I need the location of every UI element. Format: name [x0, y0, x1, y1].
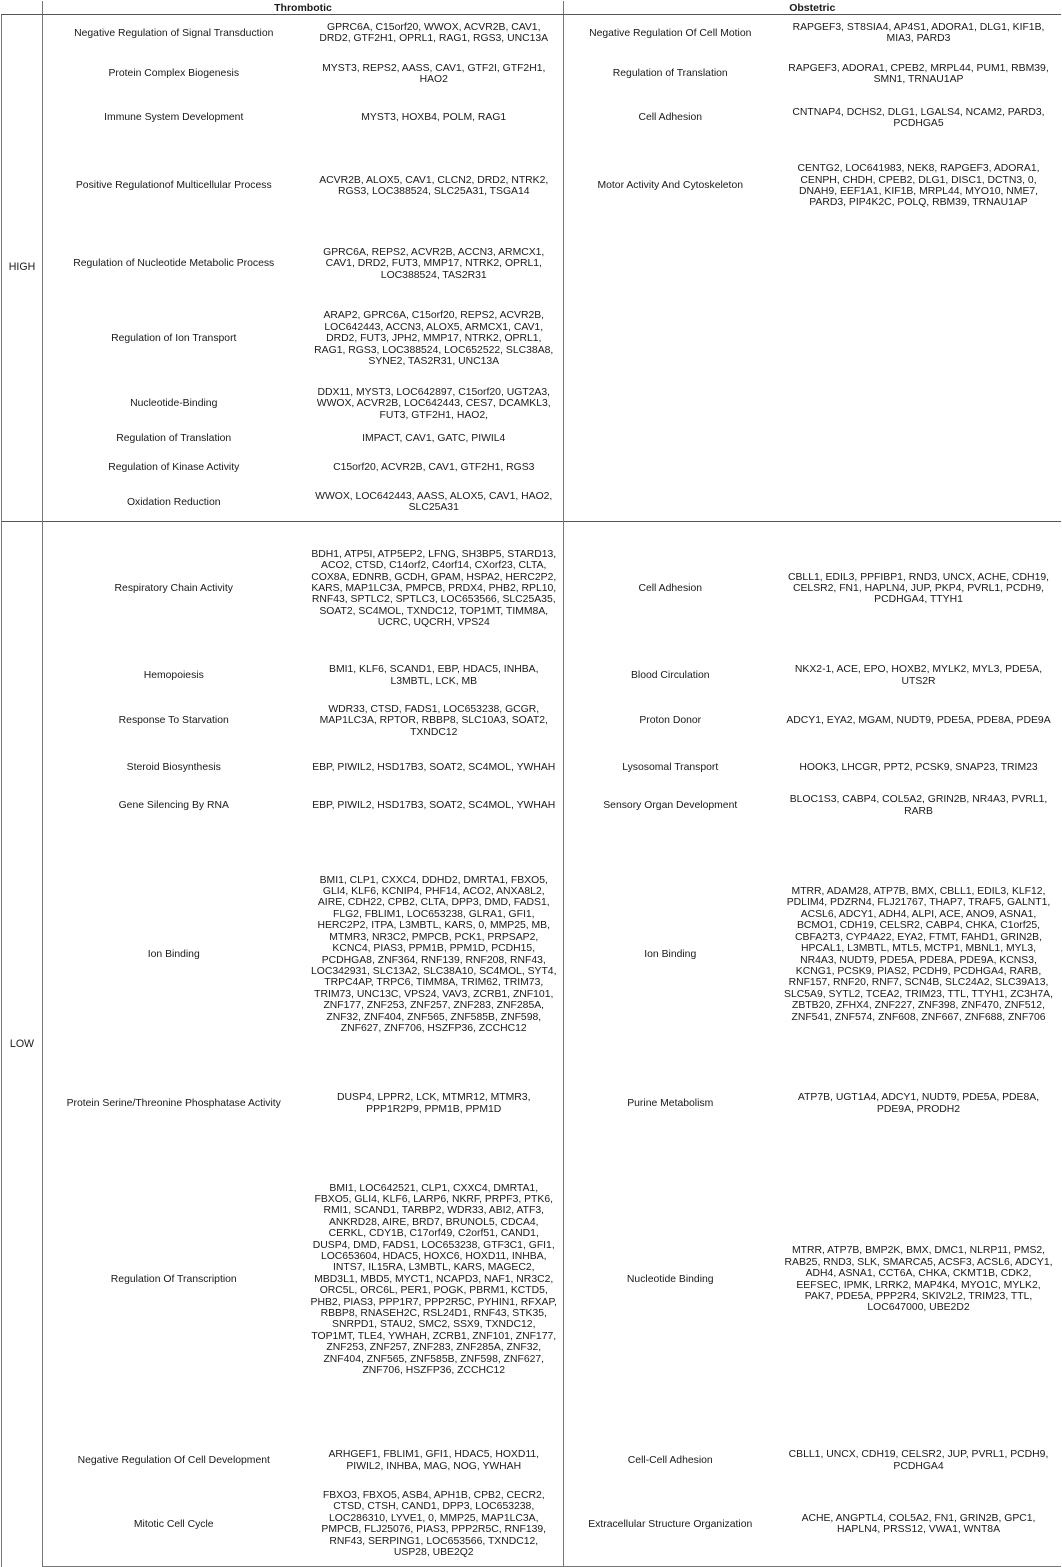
obstetric-genes — [777, 233, 1061, 296]
table-row — [2, 140, 1061, 233]
thrombotic-term: Protein Complex Biogenesis — [43, 52, 305, 97]
thrombotic-term: Gene Silencing By RNA — [43, 789, 305, 823]
obstetric-term: Cell Adhesion — [564, 522, 777, 656]
table-body — [2, 15, 1061, 1567]
thrombotic-genes: EBP, PIWIL2, HSD17B3, SOAT2, SC4MOL, YWHAH — [312, 761, 556, 773]
table-row — [2, 296, 1061, 383]
obstetric-genes: RAPGEF3, ST8SIA4, AP4S1, ADORA1, DLG1, KIF1B, MIA3, PARD3 — [792, 21, 1045, 45]
obstetric-genes: CBLL1, UNCX, CDH19, CELSR2, JUP, PVRL1, PCDH9, PCDHGA4 — [788, 1449, 1049, 1472]
obstetric-term — [564, 383, 777, 426]
thrombotic-genes: DDX11, MYST3, LOC642897, C15orf20, UGT2A3, WWOX, ACVR2B, LOC642443, CES7, DCAMKL3, FUT3, GTF2H1, HAO2, — [316, 386, 551, 421]
obstetric-genes: BLOC1S3, CABP4, COL5A2, GRIN2B, NR4A3, PVRL1, RARB — [789, 794, 1048, 817]
obstetric-genes: RAPGEF3, ADORA1, CPEB2, MRPL44, PUM1, RBM39, SMN1, TRNAU1AP — [788, 62, 1049, 85]
thrombotic-genes: EBP, PIWIL2, HSD17B3, SOAT2, SC4MOL, YWHAH — [312, 799, 556, 811]
table-row — [2, 656, 1061, 696]
obstetric-term: Ion Binding — [564, 823, 777, 1087]
thrombotic-genes: FBXO3, FBXO5, ASB4, APH1B, CPB2, CECR2, CTSD, CTSH, CAND1, DPP3, LOC653238, LOC286310, LYVE1, 0, MMP25, MAP1LC3A, PMPCB, FLJ25076, PIAS3, PPP2R5C, RNF139, RNF43, SERPING1, LOC653566, TXNDC12, USP28, UBE2Q2 — [305, 1483, 564, 1567]
table-row — [2, 789, 1061, 823]
thrombotic-genes: C15orf20, ACVR2B, CAV1, GTF2H1, RGS3 — [333, 462, 535, 474]
thrombotic-term: Nucleotide-Binding — [43, 383, 305, 426]
obstetric-term: Cell Adhesion — [564, 97, 777, 140]
thrombotic-genes: BMI1, KLF6, SCAND1, EBP, HDAC5, INHBA, L3MBTL, LCK, MB — [329, 664, 539, 687]
obstetric-term: Cell-Cell Adhesion — [564, 1439, 777, 1483]
obstetric-genes — [777, 296, 1061, 383]
thrombotic-term: Steroid Biosynthesis — [43, 747, 305, 789]
obstetric-genes: ADCY1, EYA2, MGAM, NUDT9, PDE5A, PDE8A, PDE9A — [786, 715, 1051, 727]
thrombotic-term: Negative Regulation of Signal Transduction — [43, 15, 305, 52]
table-row — [2, 747, 1061, 789]
thrombotic-term: Response To Starvation — [43, 696, 305, 747]
table-row — [2, 453, 1061, 484]
header-thrombotic: Thrombotic — [43, 1, 564, 15]
thrombotic-genes: DUSP4, LPPR2, LCK, MTMR12, MTMR3, PPP1R2P9, PPM1B, PPM1D — [337, 1092, 531, 1115]
obstetric-term — [564, 426, 777, 453]
obstetric-term — [564, 296, 777, 383]
obstetric-term — [564, 453, 777, 484]
obstetric-term: Nucleotide Binding — [564, 1121, 777, 1439]
thrombotic-genes: ARAP2, GPRC6A, C15orf20, REPS2, ACVR2B, LOC642443, ACCN3, ALOX5, ARMCX1, CAV1, DRD2, FUT3, JPH2, MMP17, NTRK2, OPRL1, RAG1, RGS3, LOC388524, LOC652522, SLC38A8, SYNE2, TAS2R31, UNC13A — [314, 310, 554, 368]
table-row — [2, 233, 1061, 296]
thrombotic-term: Mitotic Cell Cycle — [43, 1483, 305, 1567]
thrombotic-term: Ion Binding — [43, 823, 305, 1087]
table-row — [2, 383, 1061, 426]
thrombotic-term: Positive Regulationof Multicellular Process — [43, 140, 305, 233]
thrombotic-genes: MYST3, REPS2, AASS, CAV1, GTF2I, GTF2H1, HAO2 — [322, 62, 546, 85]
table-row — [2, 522, 1061, 656]
table-row — [2, 1483, 1061, 1567]
table-row — [2, 696, 1061, 747]
obstetric-term: Blood Circulation — [564, 656, 777, 696]
thrombotic-term: Immune System Development — [43, 97, 305, 140]
obstetric-genes: NKX2-1, ACE, EPO, HOXB2, MYLK2, MYL3, PDE5A, UTS2R — [794, 664, 1043, 687]
table-row — [2, 484, 1061, 522]
table-row — [2, 426, 1061, 453]
obstetric-genes: MTRR, ATP7B, BMP2K, BMX, DMC1, NLRP11, PMS2, RAB25, RND3, SLK, SMARCA5, ACSF3, ACSL6, ADCY1, ADH4, ASNA1, CCT6A, CHKA, CKMT1B, CDK2, EEFSEC, IPMK, LRRK2, MAP4K4, MYO1C, MYLK2, PAK7, PDE5A, PPP2R4, SKIV2L2, TRIM23, TTL, LOC647000, UBE2D2 — [784, 1245, 1053, 1314]
thrombotic-genes: ARHGEF1, FBLIM1, GFI1, HDAC5, HOXD11, PIWIL2, INHBA, MAG, NOG, YWHAH — [328, 1449, 540, 1472]
group-label: HIGH — [2, 15, 43, 522]
header-group-cell — [2, 1, 43, 15]
thrombotic-genes: BMI1, CLP1, CXXC4, DDHD2, DMRTA1, FBXO5, GLI4, KLF6, KCNIP4, PHF14, ACO2, ANXA8L2, AIRE, CDH22, CPB2, CLTA, DPP3, DMD, FADS1, FLG2, FBLIM1, LOC653238, GLRA1, GFI1, HERC2P2, ITPA, L3MBTL, KARS, 0, MMP25, MB, MTMR3, NR3C2, PMPCB, PCK1, PRPSAP2, KCNC4, PIAS3, PPM1B, PPM1D, PCDH15, PCDHGA8, ZNF364, RNF139, RNF208, RNF43, LOC342931, SLC13A2, SLC38A10, SC4MOL, SYT4, TRPC4AP, TRPC6, TIMM8A, TRIM62, TRIM73, TRIM73, UNC13C, VPS24, VAV3, ZCRB1, ZNF101, ZNF177, ZNF253, ZNF257, ZNF283, ZNF285A, ZNF32, ZNF404, ZNF565, ZNF585B, ZNF598, ZNF627, ZNF706, HSZFP36, ZCCHC12 — [311, 874, 557, 1034]
obstetric-term: Motor Activity And Cytoskeleton — [564, 140, 777, 233]
gene-ontology-table-container — [1, 1, 1060, 1567]
obstetric-term: Purine Metabolism — [564, 1087, 777, 1121]
thrombotic-term: Negative Regulation Of Cell Development — [43, 1439, 305, 1483]
obstetric-genes: CBLL1, EDIL3, PPFIBP1, RND3, UNCX, ACHE, CDH19, CELSR2, FN1, HAPLN4, JUP, PKP4, PVRL1, PCDH9, PCDHGA4, TTYH1 — [777, 522, 1061, 656]
header-row — [2, 1, 1061, 15]
thrombotic-genes: BMI1, LOC642521, CLP1, CXXC4, DMRTA1, FBXO5, GLI4, KLF6, LARP6, NKRF, PRPF3, PTK6, RMI1, SCAND1, TARBP2, WDR33, ABI2, ATF3, ANKRD28, AIRE, BRD7, BRUNOL5, CDCA4, CERKL, CDY1B, C17orf49, C2orf51, CAND1, DUSP4, DMD, FADS1, LOC653238, GTF3C1, GFI1, LOC653604, HDAC5, HOXC6, HOXD11, INHBA, INTS7, IL15RA, L3MBTL, KARS, MAGEC2, MBD3L1, MBD5, MYCT1, NCAPD3, NAF1, NR3C2, ORC5L, ORC6L, PER1, POGK, PBRM1, KCTD5, PHB2, PIAS3, PPP1R7, PPP2R5C, PYHIN1, RFXAP, RBBP8, RNASEH2C, RSL24D1, RNF43, STK35, SNRPD1, STAU2, SMC2, SSX9, TXNDC12, TOP1MT, TLE4, YWHAH, ZCRB1, ZNF101, ZNF177, ZNF253, ZNF257, ZNF283, ZNF285A, ZNF32, ZNF404, ZNF565, ZNF585B, ZNF598, ZNF627, ZNF706, HSZFP36, ZCCHC12 — [310, 1182, 557, 1377]
thrombotic-term: Respiratory Chain Activity — [43, 522, 305, 656]
thrombotic-term: Regulation of Translation — [43, 426, 305, 453]
obstetric-term — [564, 484, 777, 522]
obstetric-term — [564, 233, 777, 296]
thrombotic-term: Regulation of Kinase Activity — [43, 453, 305, 484]
obstetric-genes: MTRR, ADAM28, ATP7B, BMX, CBLL1, EDIL3, KLF12, PDLIM4, PDZRN4, FLJ21767, THAP7, TRAF5, GALNT1, ACSL6, ADCY1, ADH4, ALPI, ACE, ANO9, ASNA1, BCMO1, CDH19, CELSR2, CABP4, CHKA, C1orf25, CBFA2T3, CYP4A22, EYA2, FTMT, FAHD1, GRIN2B, HPCAL1, L3MBTL, MTL5, MCTP1, MBNL1, MYL3, NR4A3, NUDT9, PDE5A, PDE8A, PDE9A, KCNS3, KCNG1, PCSK9, PIAS2, PCDH9, PCDHGA4, RARB, RNF157, RNF20, RNF7, SCN4B, SLC24A2, SLC39A13, SLC5A9, SYTL2, TCEA2, TRIM23, TTL, TTYH1, ZC3H7A, ZBTB20, ZFHX4, ZNF227, ZNF398, ZNF470, ZNF512, ZNF541, ZNF574, ZNF608, ZNF667, ZNF688, ZNF706 — [784, 886, 1053, 1023]
thrombotic-genes: BDH1, ATP5I, ATP5EP2, LFNG, SH3BP5, STARD13, ACO2, CTSD, C14orf2, C4orf14, CXorf23, CLTA, COX8A, EDNRB, GCDH, GPAM, HSPA2, HERC2P2, KARS, MAP1LC3A, PMPCB, PRDX4, PHB2, RPL10, RNF43, SPTLC2, SPTLC3, LOC653566, SLC25A35, SOAT2, SC4MOL, TXNDC12, TOP1MT, TIMM8A, UCRC, UQCRH, VPS24 — [305, 522, 564, 656]
obstetric-genes: CNTNAP4, DCHS2, DLG1, LGALS4, NCAM2, PARD3, PCDHGA5 — [792, 106, 1045, 129]
group-label: LOW — [2, 522, 43, 1567]
thrombotic-term: Regulation of Nucleotide Metabolic Process — [43, 233, 305, 296]
obstetric-genes — [777, 426, 1061, 453]
table-row — [2, 1121, 1061, 1439]
thrombotic-term: Hemopoiesis — [43, 656, 305, 696]
table-row — [2, 52, 1061, 97]
thrombotic-genes: GPRC6A, REPS2, ACVR2B, ACCN3, ARMCX1, CAV1, DRD2, FUT3, MMP17, NTRK2, OPRL1, LOC388524, TAS2R31 — [323, 246, 545, 281]
thrombotic-genes: WDR33, CTSD, FADS1, LOC653238, GCGR, MAP1LC3A, RPTOR, RBBP8, SLC10A3, SOAT2, TXNDC12 — [319, 703, 548, 738]
obstetric-term: Proton Donor — [564, 696, 777, 747]
obstetric-term: Regulation of Translation — [564, 52, 777, 97]
obstetric-genes: HOOK3, LHCGR, PPT2, PCSK9, SNAP23, TRIM23 — [799, 761, 1038, 773]
thrombotic-genes: GPRC6A, C15orf20, WWOX, ACVR2B, CAV1, DRD2, GTF2H1, OPRL1, RAG1, RGS3, UNC13A — [319, 21, 549, 45]
obstetric-term: Negative Regulation Of Cell Motion — [564, 15, 777, 52]
table-row — [2, 97, 1061, 140]
obstetric-genes: ACHE, ANGPTL4, COL5A2, FN1, GRIN2B, GPC1, HAPLN4, PRSS12, VWA1, WNT8A — [777, 1483, 1061, 1567]
thrombotic-genes: WWOX, LOC642443, AASS, ALOX5, CAV1, HAO2, SLC25A31 — [315, 490, 553, 514]
obstetric-genes: CENTG2, LOC641983, NEK8, RAPGEF3, ADORA1, CENPH, CHDH, CPEB2, DLG1, DISC1, DCTN3, 0, DNAH9, EEF1A1, KIF1B, MRPL44, MYO10, NME7, PARD3, PIP4K2C, POLQ, RBM39, TRNAU1AP — [797, 163, 1040, 209]
obstetric-genes — [777, 453, 1061, 484]
thrombotic-term: Regulation of Ion Transport — [43, 296, 305, 383]
obstetric-genes: ATP7B, UGT1A4, ADCY1, NUDT9, PDE5A, PDE8A, PDE9A, PRODH2 — [797, 1092, 1040, 1115]
thrombotic-genes: MYST3, HOXB4, POLM, RAG1 — [361, 112, 507, 124]
thrombotic-genes: IMPACT, CAV1, GATC, PIWIL4 — [362, 433, 506, 445]
obstetric-genes — [777, 484, 1061, 522]
thrombotic-term: Regulation Of Transcription — [43, 1121, 305, 1439]
thrombotic-term: Oxidation Reduction — [43, 484, 305, 522]
thrombotic-genes: ACVR2B, ALOX5, CAV1, CLCN2, DRD2, NTRK2, RGS3, LOC388524, SLC25A31, TSGA14 — [319, 174, 549, 197]
gene-ontology-table — [1, 1, 1061, 1567]
header-obstetric: Obstetric — [564, 1, 1061, 15]
obstetric-genes — [777, 383, 1061, 426]
obstetric-term: Lysosomal Transport — [564, 747, 777, 789]
obstetric-term: Sensory Organ Development — [564, 789, 777, 823]
obstetric-term: Extracellular Structure Organization — [564, 1483, 777, 1567]
table-row — [2, 1439, 1061, 1483]
thrombotic-term: Protein Serine/Threonine Phosphatase Activity — [43, 1087, 305, 1121]
table-row — [2, 15, 1061, 52]
table-row — [2, 1087, 1061, 1121]
table-row — [2, 823, 1061, 1087]
